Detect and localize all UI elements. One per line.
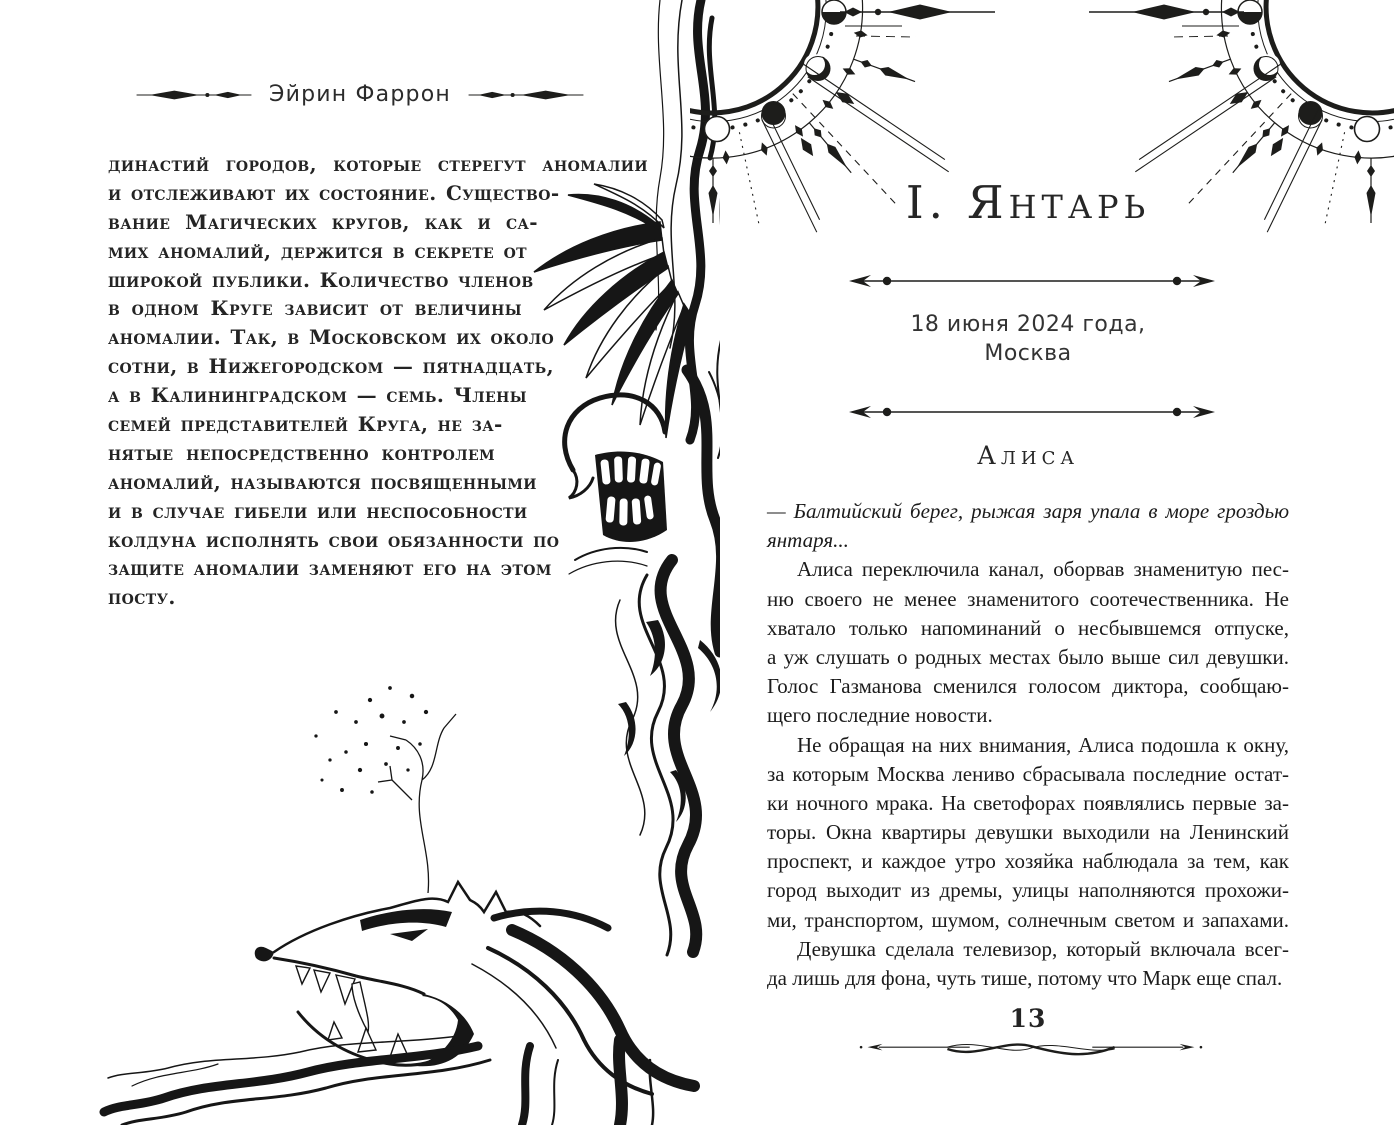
section-header: Алиса xyxy=(976,441,1080,470)
text-line: защите аномалии заменяют его на этом xyxy=(108,556,552,581)
text-line: ню своего не менее знаменитого соотечественника. Не xyxy=(767,586,1289,611)
diamond-rule-icon xyxy=(467,87,585,103)
text-line: нятые непосредственно контролем xyxy=(108,440,495,465)
running-head xyxy=(110,82,610,107)
right-page-text xyxy=(767,497,1289,993)
text-line: — Балтийский берег, рыжая заря упала в море гроздью xyxy=(767,499,1289,523)
text-line: да лишь для фона, чуть тише, потому что Марк еще спал. xyxy=(767,966,1283,990)
text-line: династий городов, которые стерегут аномалии xyxy=(108,152,648,176)
text-line: проспект, и каждое утро хозяйка наблюдала за тем, как xyxy=(767,849,1289,874)
text-line: в одном Круге зависит от величины xyxy=(108,296,522,321)
text-line: ми, транспортом, шумом, солнечным светом и запахами. xyxy=(767,907,1289,932)
text-line: Не обращая на них внимания, Алиса подошла к окну, xyxy=(797,732,1289,757)
wolf-head xyxy=(255,882,694,1094)
astrolabe-sun-left-icon xyxy=(690,0,1030,270)
page-number: 13 xyxy=(1009,1004,1047,1033)
text-line: а уж слушать о родных местах было выше сил девушки. xyxy=(767,644,1289,669)
text-line: Девушка сделала телевизор, который включала всег- xyxy=(797,936,1289,961)
text-line: ки ночного мрака. На светофорах появлялись первые за- xyxy=(767,790,1289,815)
text-line: а в Калининградском — семь. Члены xyxy=(108,383,527,408)
text-line: аномалии. Так, в Московском их около xyxy=(108,325,555,350)
diamond-rule-icon xyxy=(135,87,253,103)
branch-and-spores xyxy=(315,687,456,893)
bottom-ribbons xyxy=(104,1036,653,1125)
text-line: колдуна исполнять свои обязанности по xyxy=(108,527,560,552)
left-page-text xyxy=(108,150,668,612)
text-line: за которым Москва лениво сбрасывала последние остат- xyxy=(767,761,1289,786)
city-text: Москва xyxy=(984,341,1072,366)
text-line: вание Магических кругов, как и са- xyxy=(108,209,538,234)
chapter-title: I. Янтарь xyxy=(905,176,1151,229)
text-line: посту. xyxy=(108,585,176,610)
text-line: Алиса переключила канал, оборвав знаменитую пес- xyxy=(797,557,1289,582)
text-line: семей представителей Круга, не за- xyxy=(108,412,503,437)
text-line: и отслеживают их состояние. Существо- xyxy=(108,180,560,205)
text-line: торы. Окна квартиры девушки выходили на Ленинский xyxy=(767,820,1289,845)
dateline xyxy=(767,310,1289,368)
text-line: щего последние новости. xyxy=(767,703,993,728)
text-line: город выходит из дремы, улицы наполняются прохожи- xyxy=(767,878,1289,903)
arrow-rule-icon xyxy=(849,403,1215,421)
text-line: мих аномалий, держится в секрете от xyxy=(108,238,527,263)
text-line: широкой публики. Количество членов xyxy=(108,267,534,292)
text-line: янтаря... xyxy=(767,528,849,553)
text-line: аномалий, называются посвященными xyxy=(108,469,537,494)
text-line: и в случае гибели или неспособности xyxy=(108,498,528,523)
date-text: 18 июня 2024 года, xyxy=(910,312,1146,337)
astrolabe-sun-right-icon xyxy=(1064,0,1394,270)
text-line: сотни, в Нижегородском — пятнадцать, xyxy=(108,354,554,379)
author-name: Эйрин Фаррон xyxy=(269,82,451,107)
middle-flow xyxy=(616,560,720,955)
text-line: хватало только напоминаний о несбывшемся отпуске, xyxy=(767,615,1289,640)
ribbon-rule-icon xyxy=(846,1036,1216,1062)
text-line: Голос Газманова сменился голосом диктора, сообщаю- xyxy=(767,674,1289,699)
arrow-rule-icon xyxy=(849,272,1215,290)
